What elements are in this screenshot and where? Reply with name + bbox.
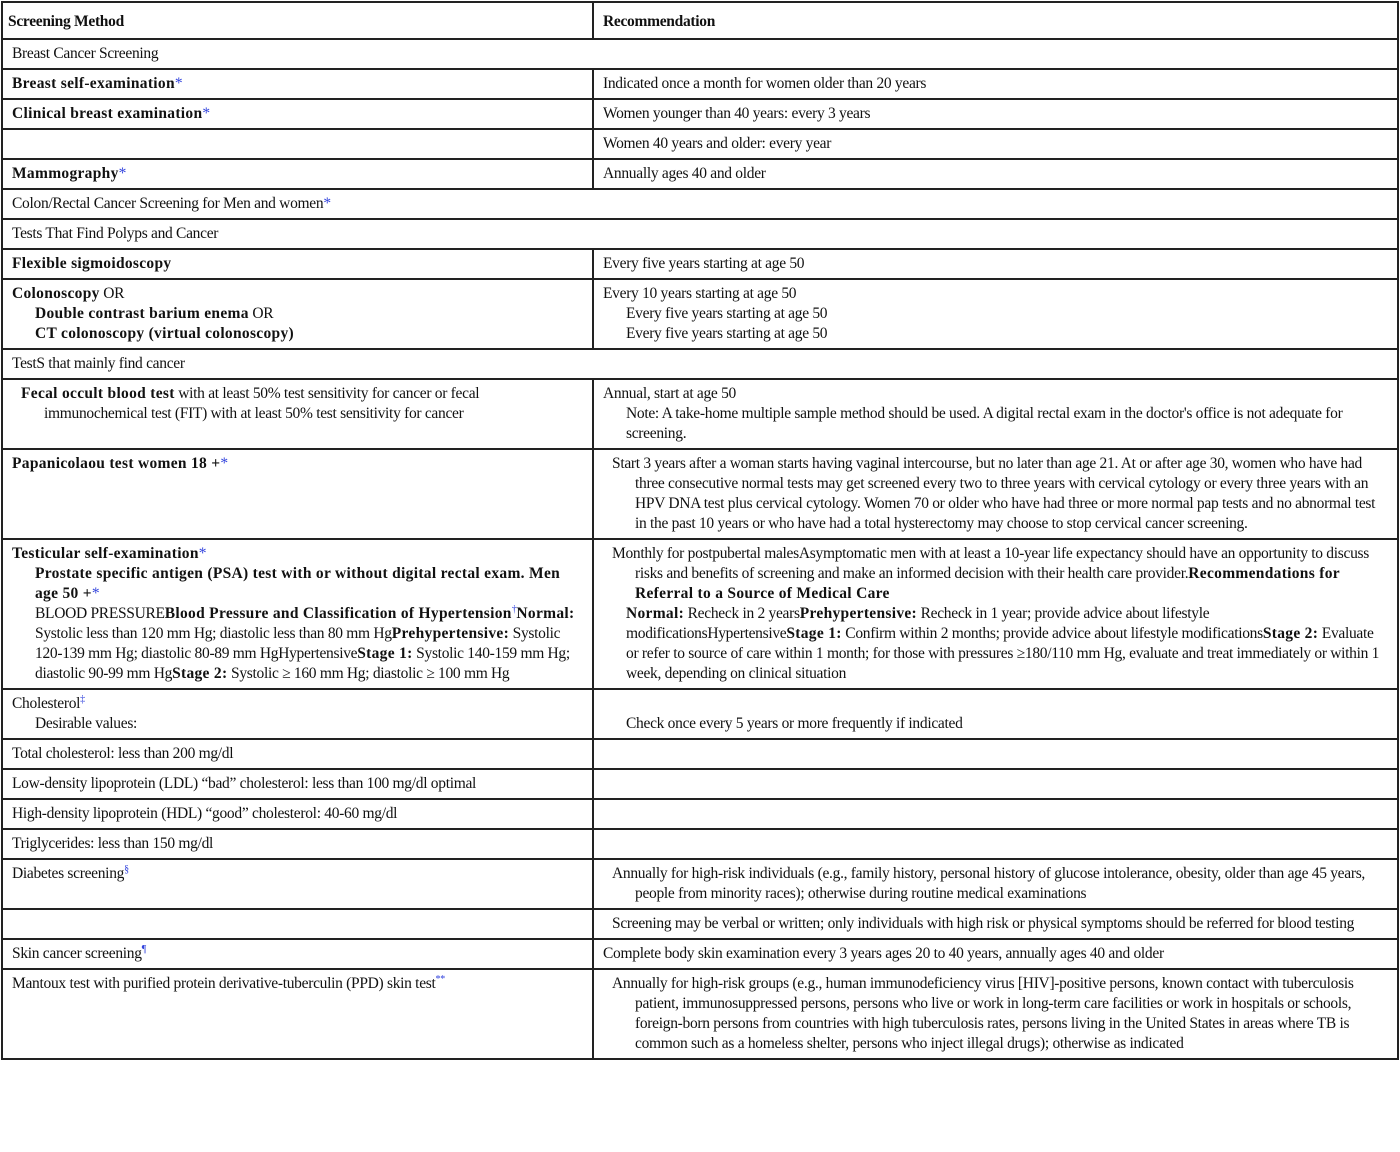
table-row [2, 939, 1398, 969]
method-text [12, 384, 584, 424]
rec-line: Every five years starting at age 50 [626, 305, 828, 322]
method-cell: Total cholesterol: less than 200 mg/dl [2, 739, 593, 769]
table-row [2, 909, 1398, 939]
method-name: Fecal occult blood test [21, 385, 175, 402]
bp-class-label: Stage 2: [1262, 625, 1319, 642]
recommendation-cell: Annually ages 40 and older [593, 159, 1398, 189]
method-name: Clinical breast examination [12, 105, 203, 122]
footnote-marker: * [202, 105, 210, 122]
bp-class-text: Evaluate or refer to source of care within 1 month; for those with pressures ≥180/110 mm Hg, evaluate and treat immediately or within 1 week, depending on clinical situation [626, 625, 1380, 682]
bp-class-label: Prehypertensive: [799, 605, 918, 622]
method-cell-empty [2, 129, 593, 159]
footnote-marker: * [198, 545, 207, 562]
rec-line: Check once every 5 years or more frequently if indicated [626, 715, 963, 732]
rec-text: Screening may be verbal or written; only individuals with high risk or physical symptoms should be referred for blood testing [612, 915, 1355, 932]
method-name: Mantoux test with purified protein derivative-tuberculin (PPD) skin test [12, 975, 436, 992]
section-polyps: Tests That Find Polyps and Cancer [2, 219, 1398, 249]
table-row [2, 249, 1398, 279]
recommendation-cell: Women 40 years and older: every year [593, 129, 1398, 159]
method-name: Testicular self-examination [12, 545, 199, 562]
recommendation-cell [593, 859, 1398, 909]
method-name: Breast self-examination [12, 75, 175, 92]
table-row [2, 129, 1398, 159]
footnote-marker: ‡ [80, 693, 85, 705]
method-or: OR [248, 305, 274, 322]
table-row [2, 769, 1398, 799]
method-cell [2, 859, 593, 909]
method-cell: Low-density lipoprotein (LDL) “bad” cholesterol: less than 100 mg/dl optimal [2, 769, 593, 799]
rec-text [603, 544, 1389, 604]
section-row [2, 189, 1398, 219]
table-header-row [2, 2, 1398, 39]
bp-class-label: Prehypertensive: [391, 625, 510, 642]
blood-pressure-block [12, 604, 584, 684]
method-cell [2, 969, 593, 1059]
method-cell [2, 249, 593, 279]
section-row [2, 219, 1398, 249]
footnote-marker: * [323, 195, 331, 212]
rec-line: Every 10 years starting at age 50 [603, 285, 797, 302]
recommendation-cell: Complete body skin examination every 3 years ages 20 to 40 years, annually ages 40 and older [593, 939, 1398, 969]
footnote-marker: ** [435, 973, 445, 985]
rec-text: Start 3 years after a woman starts having vaginal intercourse, but no later than age 21. At or after age 30, women who have had three consecutive normal tests may get screened every two to three years with cervical cytology or every three years with an HPV DNA test plus cervical cytology. Women 70 or older who have had three or more normal pap tests and no abnormal test in the past 10 years or who have had a total hysterectomy may choose to stop cervical cancer screening. [612, 455, 1376, 532]
table-row [2, 829, 1398, 859]
rec-note: Note: A take-home multiple sample method should be used. A digital rectal exam in the doctor's office is not adequate for screening. [626, 405, 1343, 442]
bp-title: Blood Pressure and Classification of Hypertension [164, 605, 512, 622]
recommendation-cell-empty [593, 769, 1398, 799]
table-row [2, 539, 1398, 689]
bp-class-text: Confirm within 2 months; provide advice about lifestyle modifications [841, 625, 1263, 642]
footnote-marker: § [124, 863, 129, 875]
method-cell [2, 159, 593, 189]
bp-class-label: Stage 1: [786, 625, 842, 642]
method-cell [2, 689, 593, 739]
method-or: OR [99, 285, 125, 302]
method-name: Double contrast barium enema [35, 305, 249, 322]
bp-class-label: Stage 1: [357, 645, 413, 662]
method-name: Colonoscopy [12, 285, 100, 302]
method-cell [2, 939, 593, 969]
recommendation-cell [593, 379, 1398, 449]
method-cell [2, 539, 593, 689]
section-row [2, 39, 1398, 69]
table-row [2, 739, 1398, 769]
recommendation-cell [593, 969, 1398, 1059]
header-recommendation: Recommendation [593, 2, 1398, 39]
method-name: Prostate specific antigen (PSA) test with or without digital rectal exam. Men age 50 + [35, 565, 561, 602]
section-colon [2, 189, 1398, 219]
recommendation-cell: Every five years starting at age 50 [593, 249, 1398, 279]
table-row [2, 159, 1398, 189]
bp-label: BLOOD PRESSURE [35, 605, 165, 622]
footnote-marker: ¶ [141, 943, 146, 955]
rec-line: Monthly for postpubertal malesAsymptomatic men with at least a 10-year life expectancy should have an opportunity to discuss risks and benefits of screening and make an informed decision with their health care provider. [612, 545, 1369, 582]
method-name: CT colonoscopy (virtual colonoscopy) [35, 325, 294, 342]
table-row [2, 69, 1398, 99]
footnote-marker: * [91, 585, 100, 602]
recommendation-cell [593, 909, 1398, 939]
footnote-marker: † [511, 603, 517, 615]
rec-text: Annually for high-risk individuals (e.g., family history, personal history of glucose intolerance, obesity, older than age 45 years, people from minority races); otherwise during routine medical examinations [612, 865, 1366, 902]
bp-class-text: Systolic 140-159 mm Hg; diastolic 90-99 mm Hg [35, 645, 570, 682]
rec-line: Every five years starting at age 50 [626, 325, 828, 342]
method-cell: Triglycerides: less than 150 mg/dl [2, 829, 593, 859]
method-name: Papanicolaou test women 18 + [12, 455, 221, 472]
method-cell [2, 99, 593, 129]
bp-class-text: Recheck in 1 year; provide advice about lifestyle modificationsHypertensive [626, 605, 1210, 642]
screening-table [1, 1, 1399, 1060]
method-cell [2, 379, 593, 449]
method-cell [2, 69, 593, 99]
rec-bp-block [603, 604, 1389, 684]
table-row [2, 799, 1398, 829]
recommendation-cell-empty [593, 739, 1398, 769]
recommendation-cell-empty [593, 799, 1398, 829]
header-screening-method: Screening Method [2, 2, 593, 39]
rec-text: Annually for high-risk groups (e.g., human immunodeficiency virus [HIV]-positive persons, known contact with tuberculosis patient, immunosuppressed persons, persons who live or work in long-term care facilities or work in hospitals or schools, foreign-born persons from countries with high tuberculosis rates, persons living in the United States in areas where TB is common such as a homeless shelter, persons who inject illegal drugs); otherwise as indicated [612, 975, 1354, 1052]
bp-class-text: Systolic less than 120 mm Hg; diastolic less than 80 mm Hg [35, 625, 392, 642]
bp-class-label: Normal: [516, 605, 575, 622]
method-cell: High-density lipoprotein (HDL) “good” cholesterol: 40-60 mg/dl [2, 799, 593, 829]
table-row [2, 449, 1398, 539]
bp-class-text: Recheck in 2 years [684, 605, 800, 622]
table-row [2, 689, 1398, 739]
method-detail: with at least 50% test sensitivity for cancer or fecal immunochemical test (FIT) with at least 50% test sensitivity for cancer [44, 385, 480, 422]
method-subline: Desirable values: [35, 715, 138, 732]
rec-line: Annual, start at age 50 [603, 385, 736, 402]
section-breast: Breast Cancer Screening [2, 39, 1398, 69]
method-name: Flexible sigmoidoscopy [12, 255, 172, 272]
method-cell [2, 279, 593, 349]
recommendation-cell: Indicated once a month for women older than 20 years [593, 69, 1398, 99]
method-subline [12, 564, 584, 604]
table-row [2, 379, 1398, 449]
method-name: Skin cancer screening [12, 945, 142, 962]
table-row [2, 969, 1398, 1059]
bp-class-label: Stage 2: [172, 665, 228, 682]
method-name: Mammography [12, 165, 119, 182]
footnote-marker: * [174, 75, 183, 92]
section-label: Colon/Rectal Cancer Screening for Men and women [12, 195, 324, 212]
method-cell-empty [2, 909, 593, 939]
table-row [2, 859, 1398, 909]
rec-heading: Recommendations for Referral to a Source of Medical Care [635, 565, 1340, 602]
footnote-marker: * [118, 165, 127, 182]
method-name: Cholesterol [12, 695, 81, 712]
section-cancer: TestS that mainly find cancer [2, 349, 1398, 379]
recommendation-cell-empty [593, 829, 1398, 859]
table-row [2, 99, 1398, 129]
method-name: Diabetes screening [12, 865, 125, 882]
recommendation-cell [593, 449, 1398, 539]
footnote-marker: * [220, 455, 228, 472]
bp-class-label: Normal: [626, 605, 685, 622]
recommendation-cell [593, 279, 1398, 349]
recommendation-cell [593, 539, 1398, 689]
bp-class-text: Systolic ≥ 160 mm Hg; diastolic ≥ 100 mm Hg [227, 665, 510, 682]
method-cell [2, 449, 593, 539]
recommendation-cell [593, 689, 1398, 739]
section-row [2, 349, 1398, 379]
table-row [2, 279, 1398, 349]
recommendation-cell: Women younger than 40 years: every 3 years [593, 99, 1398, 129]
method-subline [12, 304, 584, 324]
bp-class-text: Systolic 120-139 mm Hg; diastolic 80-89 mm HgHypertensive [35, 625, 561, 662]
